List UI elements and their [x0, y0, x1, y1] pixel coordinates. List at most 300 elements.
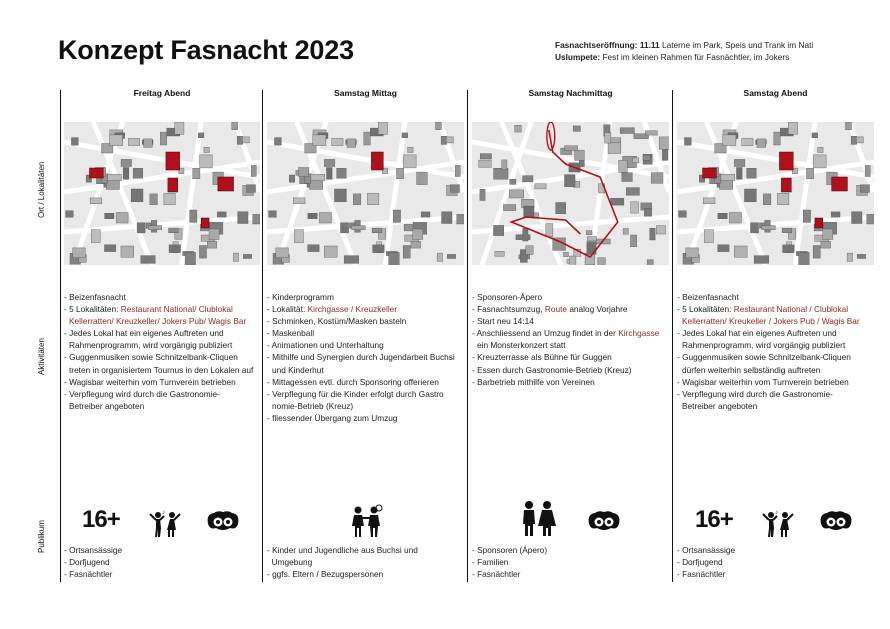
column-heading: Samstag Abend [743, 88, 808, 98]
audience-item: - Familien [472, 557, 509, 568]
activity-line: - Start neu 14:14 [472, 316, 534, 327]
map-building [207, 241, 217, 248]
audience-item: - Kinder und Jugendliche aus Buchsi und [267, 545, 418, 555]
sixteen-plus-icon: 16+ [695, 506, 733, 533]
map-building [523, 228, 528, 241]
map-building [622, 173, 633, 182]
audience-icons [267, 500, 464, 540]
map-building [121, 246, 134, 257]
map-building [169, 228, 179, 233]
map-road [795, 122, 815, 265]
map-building [253, 214, 260, 224]
map-building [718, 213, 727, 219]
map-building [502, 160, 507, 170]
map-building [524, 206, 534, 218]
location-highlight: Route [544, 304, 568, 315]
map-building [148, 226, 161, 230]
map-building [200, 155, 213, 168]
map-building [626, 188, 639, 196]
map-building [598, 258, 606, 265]
activity-line [64, 364, 266, 376]
activity-text: Kreuzterrasse als Bühne für Guggen [477, 352, 612, 363]
map-building [437, 253, 442, 261]
map-building [246, 185, 255, 193]
map-building [319, 213, 331, 224]
map-road [385, 122, 405, 265]
activity-text: Rahmenprogramm, wird vorgängig publiziert [69, 340, 233, 351]
activity-line: - Animationen und Unterhaltung [267, 340, 384, 351]
map-building [799, 252, 809, 265]
column-heading: Samstag Mittag [334, 88, 397, 98]
map-building [605, 133, 611, 144]
activity-text: Lokalität: [272, 304, 308, 315]
audience-icons [677, 500, 874, 540]
map-building [831, 212, 840, 217]
map-building [494, 168, 508, 179]
venue-building [201, 218, 209, 228]
page-title: Konzept Fasnacht 2023 [58, 35, 354, 65]
activity-text: Betreiber angeboten [682, 400, 758, 411]
site-map [267, 122, 464, 265]
activity-line: - Guggenmusiken sowie Schnitzelbank-Cliquen [677, 352, 851, 363]
map-building [393, 210, 400, 222]
map-building [324, 246, 337, 257]
audience-item: - Ortsansässige [64, 545, 123, 555]
map-building [232, 122, 238, 130]
map-building [175, 122, 184, 134]
map-building [73, 248, 86, 258]
map-building [480, 189, 485, 200]
audience-item: - ggfs. Eltern / Bezugspersonen [267, 569, 384, 580]
map-building [308, 245, 319, 252]
audience-item: - Sponsoren (Ápero) [472, 545, 548, 555]
map-building [457, 214, 464, 224]
location-highlight: Kellerratten/ Kreuzkeller/ Jokers Pub/ Wagis Bar [69, 316, 247, 327]
map-building [367, 193, 379, 204]
map-building [238, 212, 248, 224]
map-building [564, 175, 575, 187]
map-building [373, 245, 385, 253]
activity-line [677, 364, 880, 376]
map-building [344, 256, 359, 264]
map-building [108, 174, 122, 180]
map-building [495, 251, 504, 256]
map-building [353, 194, 361, 205]
activity-line [64, 400, 266, 412]
map-building [308, 213, 317, 219]
map-building [324, 159, 335, 166]
activity-text: Guggenmusiken sowie Schnitzelbank-Cliquen [682, 352, 851, 363]
map-building [852, 212, 862, 224]
map-building [782, 228, 792, 233]
map-building [243, 254, 251, 258]
map-building [190, 210, 197, 222]
map-building [723, 135, 736, 146]
activity-text: dürfen weiterhin selbständig auftreten [682, 364, 821, 375]
activity-line: - Lokalität: Kirchgasse / Kreuzkeller [267, 304, 398, 315]
activity-line: - Schminken, Kostüm/Masken basteln [267, 316, 407, 327]
map-building [66, 211, 74, 217]
map-building [364, 132, 371, 145]
map-building [436, 122, 442, 130]
map-building [788, 122, 797, 134]
activity-line: - Jedes Lokal hat ein eigenes Auftreten und [677, 328, 837, 339]
activities-list [64, 291, 266, 412]
activity-line: - Anschliessend an Umzug findet in der Kirchgasse [472, 328, 660, 339]
map-building [251, 165, 256, 176]
activity-line: - Maskenball [267, 328, 315, 339]
youth-music-icon [761, 508, 795, 543]
family-icon [519, 500, 557, 541]
venue-building [168, 178, 178, 192]
map-building [276, 248, 289, 258]
map-building [846, 122, 852, 130]
map-building [573, 126, 580, 131]
activity-text: Fasnachtsumzug, [477, 304, 545, 315]
fasnacht-mask-icon [587, 510, 621, 539]
map-building [619, 160, 628, 172]
map-building [812, 133, 818, 138]
activity-text: Jedes Lokal hat ein eigenes Auftreten und [69, 328, 224, 339]
map-building [620, 128, 634, 134]
map-building [679, 211, 687, 217]
activity-line [472, 339, 675, 351]
location-highlight: Restaurant National/ Clublokal [120, 304, 233, 315]
kirchgasse-marker [547, 122, 555, 150]
activity-line [267, 364, 470, 376]
map-building [150, 194, 158, 205]
map-building [729, 213, 741, 224]
map-road [439, 122, 464, 192]
map-building [644, 208, 651, 216]
activity-text: Wagisbar weiterhin vom Turnverein betrieben [682, 376, 849, 387]
map-building [110, 135, 123, 146]
map-building [742, 138, 753, 145]
map-building [662, 149, 667, 161]
map-building [198, 133, 204, 138]
map-building [137, 223, 145, 233]
location-highlight: Kellerratten/ Kreukeller / Jokers Pub / Wagis Bar [682, 316, 860, 327]
map-road [267, 162, 464, 192]
activities-list [267, 291, 470, 424]
activity-text: Betreiber angeboten [69, 400, 145, 411]
map-building [860, 185, 869, 193]
map-building [650, 228, 655, 240]
svg-text:♪: ♪ [162, 510, 165, 516]
map-building [762, 226, 775, 230]
activity-line [677, 339, 880, 351]
venue-building [166, 152, 180, 170]
map-building [289, 175, 294, 182]
map-building [718, 245, 729, 252]
map-building [311, 174, 325, 180]
map-building [818, 147, 823, 152]
audience-item: - Ortsansässige [677, 545, 736, 555]
map-building [556, 203, 566, 214]
map-building [734, 246, 747, 257]
activity-text: fliessender Übergang zum Umzug [272, 412, 398, 423]
venue-building [371, 152, 383, 170]
svg-text:♪: ♪ [775, 510, 778, 516]
map-building [378, 122, 387, 134]
map-building [610, 198, 623, 205]
audience-list [677, 544, 874, 580]
audience-list [64, 544, 260, 580]
map-building [217, 212, 226, 217]
map-building [734, 159, 745, 166]
map-building [455, 165, 460, 176]
map-building [133, 168, 143, 178]
map-building [116, 213, 128, 224]
activity-text: Start neu 14:14 [477, 316, 534, 327]
activity-line: - Wagisbar weiterhin vom Turnverein betrieben [64, 376, 236, 387]
activity-text: 5 Lokalitäten: [69, 304, 121, 315]
activity-text: Sponsoren-Ápero [477, 292, 543, 302]
venue-building [832, 177, 848, 191]
map-building [686, 248, 699, 258]
activity-text: Animationen und Unterhaltung [271, 340, 384, 351]
map-building [313, 135, 326, 146]
activity-text: Guggenmusiken sowie Schnitzelbank-Cliquen [69, 352, 238, 363]
map-building [408, 147, 413, 152]
map-building [856, 137, 863, 143]
map-building [656, 226, 665, 234]
map-building [633, 158, 639, 163]
venue-building [781, 178, 791, 192]
map-building [736, 168, 742, 180]
map-building [479, 160, 492, 167]
activity-text: Essen durch Gastronomie-Betrieb (Kreuz) [477, 364, 632, 375]
map-building [721, 174, 735, 180]
map-building [128, 138, 139, 145]
map-building [403, 155, 416, 168]
activity-line: - Mittagessen evtl. durch Sponsoring offerieren [267, 376, 439, 387]
venue-building [779, 152, 793, 170]
map-building [233, 253, 238, 261]
audience-item: - Dorfjugend [677, 557, 723, 568]
map-building [105, 213, 114, 219]
map-building [90, 198, 102, 204]
venue-building [703, 168, 717, 178]
map-building [104, 245, 115, 252]
map-building [744, 189, 756, 202]
activity-line: - 5 Lokalitäten: Restaurant National/ Clublokal [64, 304, 233, 315]
map-building [402, 133, 408, 138]
map-building [396, 168, 403, 178]
fasnacht-mask-icon [206, 510, 240, 539]
activity-line: - 5 Lokalitäten: Restaurant National / Clublokal [677, 304, 849, 315]
column-heading: Samstag Nachmittag [528, 88, 613, 98]
activity-line [677, 315, 880, 327]
map-building [131, 189, 143, 202]
venue-building [218, 177, 234, 191]
map-building [334, 189, 346, 202]
map-building [413, 229, 423, 240]
audience-icons [64, 500, 260, 540]
map-building [754, 256, 769, 264]
activity-text: ein Monsterkonzert statt [477, 340, 566, 351]
map-building [546, 224, 553, 237]
row-label-ort: Ort / Lokalitäten [37, 161, 46, 218]
map-building [337, 168, 347, 178]
activity-text: Rahmenprogramm, wird vorgängig publiziert [682, 340, 846, 351]
activity-text: Maskenball [272, 328, 315, 339]
map-building [164, 193, 175, 204]
audience-item: - Fasnächtler [472, 569, 521, 580]
audience-item: - Fasnächtler [677, 569, 726, 580]
activity-text: Beizenfasnacht [682, 292, 739, 302]
map-building [411, 241, 421, 248]
column-heading: Freitag Abend [133, 88, 191, 98]
activity-line: - Sponsoren-Ápero [472, 292, 543, 302]
activity-line: - Guggenmusiken sowie Schnitzelbank-Cliquen [64, 352, 238, 363]
map-building [623, 229, 628, 235]
map-road [236, 122, 261, 192]
map-building [160, 132, 166, 145]
map-building [347, 139, 356, 148]
activity-line: - Verpflegung für die Kinder erfolgt durch Gastro [267, 388, 444, 399]
location-highlight: Kirchgasse [618, 328, 660, 339]
map-building [704, 230, 713, 243]
activity-text: Barbetrieb mithilfe von Vereinen [477, 376, 595, 387]
activity-text: Beizenfasnacht [69, 292, 126, 302]
activity-text: Mithilfe und Synergien durch Jugendarbeit Buchsi [272, 352, 455, 363]
activity-line [267, 400, 470, 412]
map-building [510, 179, 516, 184]
activity-text: Verpflegung wird durch die Gastronomie- [682, 388, 833, 399]
audience-item: Umgebung [267, 557, 313, 568]
activity-line: - Verpflegung wird durch die Gastronomie- [677, 388, 833, 399]
map-building [857, 254, 865, 258]
activity-line: - Kreuzterrasse als Bühne für Guggen [472, 352, 612, 363]
map-building [332, 138, 343, 145]
map-building [774, 132, 781, 145]
map-building [71, 138, 78, 146]
activity-line: - Verpflegung wird durch die Gastronomie- [64, 388, 220, 399]
activity-text: analog Vorjahre [567, 304, 628, 315]
map-building [515, 125, 522, 132]
map-building [417, 172, 428, 185]
map-building [851, 136, 857, 144]
map-road [182, 122, 202, 265]
activity-line: - Fasnachtsumzug, Route analog Vorjahre [472, 304, 628, 315]
info-line-uslumpete: Uslumpete: Fest im kleinen Rahmen für Fasnächtler, im Jokers [555, 51, 790, 62]
children-icon [349, 504, 383, 543]
map-building [526, 246, 533, 255]
map-building [813, 246, 820, 259]
activity-line: - Beizenfasnacht [677, 292, 739, 302]
map-building [209, 229, 219, 240]
audience-item: - Dorfjugend [64, 557, 110, 568]
map-building [389, 252, 399, 265]
map-building [121, 159, 131, 166]
activity-line [64, 315, 266, 327]
activity-line: - Kinderprogramm [267, 292, 334, 302]
info-box [555, 40, 813, 63]
activity-text: nomie-Betrieb (Kreuz) [272, 400, 354, 411]
map-building [503, 205, 515, 211]
map-building [763, 194, 771, 205]
map-building [237, 136, 242, 144]
venue-building [815, 218, 823, 228]
map-building [442, 212, 452, 224]
audience-icons [472, 500, 669, 540]
map-road [849, 122, 874, 192]
activity-text: Jedes Lokal hat ein eigenes Auftreten und [682, 328, 837, 339]
map-building [199, 246, 206, 259]
info-line-opening: Fasnachtseröffnung: 11.11 Laterne im Park, Speis und Trank im Nati [555, 40, 814, 50]
map-building [587, 237, 596, 241]
venue-building [89, 168, 103, 178]
map-building [450, 185, 459, 193]
map-building [169, 245, 180, 253]
map-building [403, 246, 410, 259]
map-building [441, 136, 447, 144]
map-building [565, 146, 578, 151]
map-building [570, 256, 576, 265]
column-divider [60, 90, 61, 582]
youth-music-icon [148, 508, 182, 543]
activity-line: - Beizenfasnacht [64, 292, 126, 302]
map-building [645, 131, 657, 135]
activity-line: - Essen durch Gastronomie-Betrieb (Kreuz) [472, 364, 632, 375]
map-building [421, 212, 430, 217]
map-building [630, 235, 636, 247]
site-map [64, 122, 260, 265]
map-building [340, 223, 348, 233]
audience-item: - Fasnächtler [64, 569, 113, 580]
location-highlight: Restaurant National / Clublokal [733, 304, 849, 315]
map-building [447, 254, 455, 258]
map-building [823, 229, 833, 240]
activity-line: - Barbetrieb mithilfe von Vereinen [472, 376, 595, 387]
map-building [523, 176, 533, 182]
activity-text: Verpflegung wird durch die Gastronomie- [69, 388, 220, 399]
map-building [847, 253, 852, 261]
location-highlight: Kirchgasse / Kreuzkeller [307, 304, 398, 315]
map-building [703, 198, 715, 204]
map-building [446, 137, 453, 143]
activity-line: - fliessender Übergang zum Umzug [267, 412, 398, 423]
map-building [575, 150, 585, 160]
map-building [294, 230, 303, 243]
activity-text: treten in organisiertem Tournus in den Lokalen auf [69, 364, 254, 375]
map-building [193, 168, 200, 178]
map-building [269, 211, 277, 217]
map-building [299, 168, 309, 177]
activity-line: - Mithilfe und Synergien durch Jugendarbeit Buchsi [267, 352, 455, 363]
map-building [813, 155, 826, 168]
activity-text: Verpflegung für die Kinder erfolgt durch Gastro [272, 388, 444, 399]
map-building [643, 155, 650, 160]
activities-list [677, 291, 880, 412]
activity-text: Wagisbar weiterhin vom Turnverein betrieben [69, 376, 236, 387]
map-building [777, 193, 789, 204]
map-building [659, 137, 669, 149]
map-building [806, 168, 813, 178]
map-building [372, 228, 382, 233]
map-building [123, 168, 129, 180]
map-building [803, 210, 810, 222]
activity-line [64, 339, 266, 351]
map-building [242, 137, 249, 143]
activity-line: - Jedes Lokal hat ein eigenes Auftreten und [64, 328, 224, 339]
map-building [821, 241, 831, 248]
activity-text: Schminken, Kostüm/Masken basteln [272, 316, 407, 327]
activities-list [472, 291, 675, 388]
map-building [757, 139, 766, 148]
map-building [867, 214, 874, 224]
